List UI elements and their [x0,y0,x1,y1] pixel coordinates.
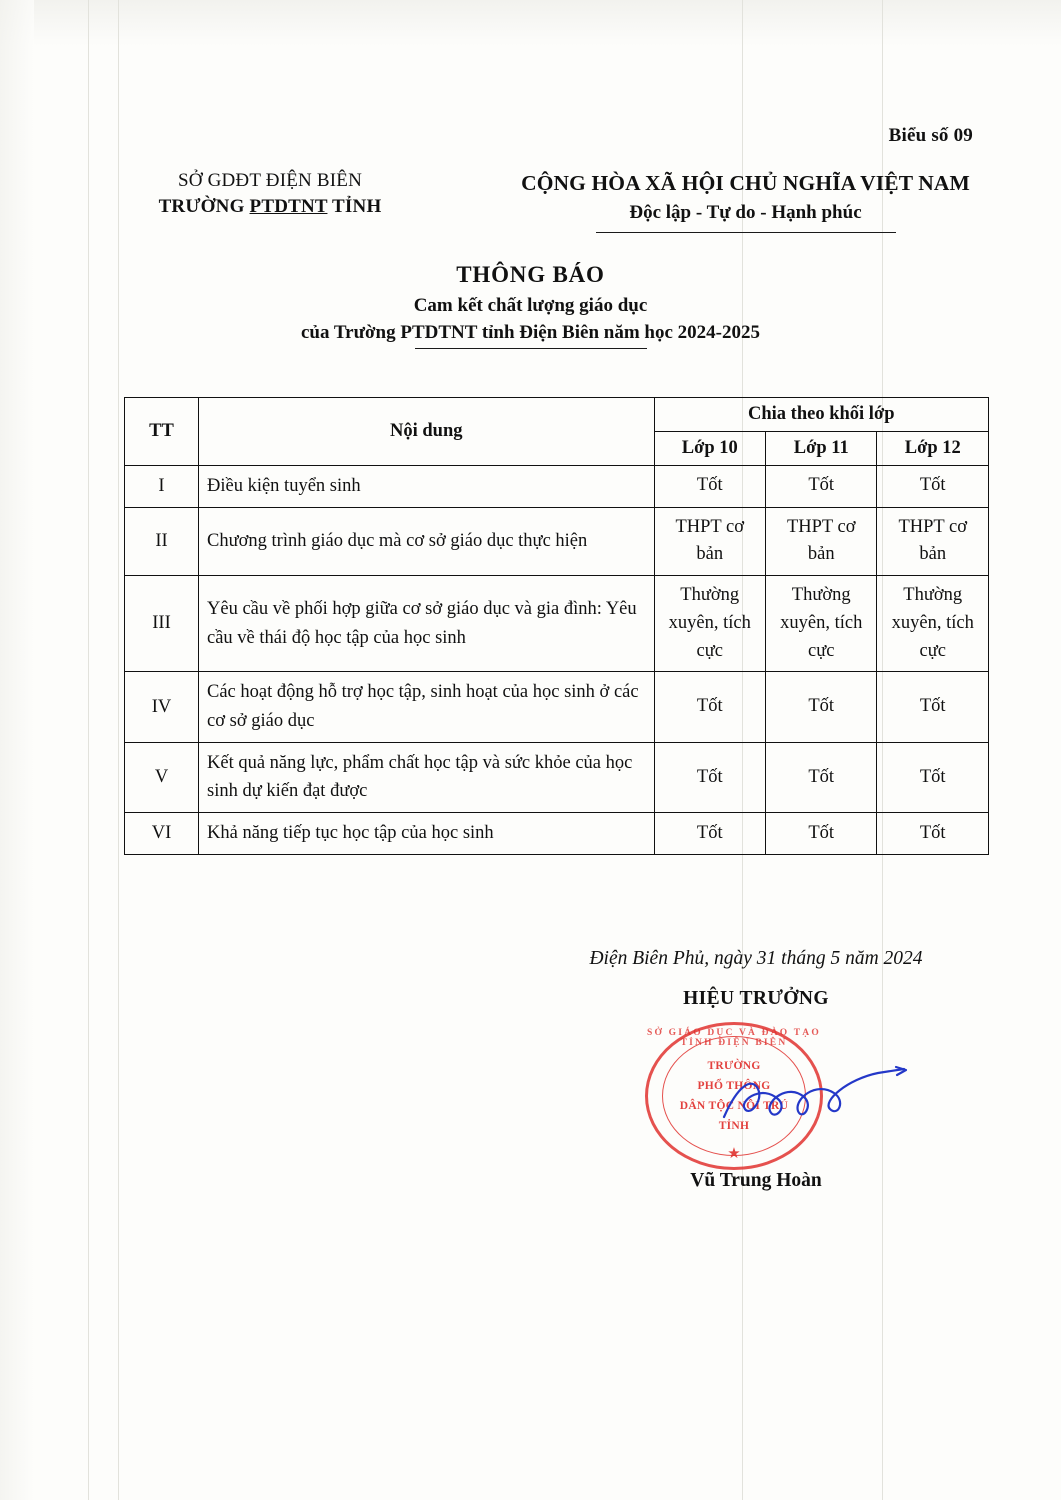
table-head [125,398,989,466]
table-row [125,576,989,672]
row-value-grade-12: Tốt [877,672,989,742]
row-value-grade-10: Tốt [654,813,765,855]
document-header [0,168,1061,233]
row-content: Các hoạt động hỗ trợ học tập, sinh hoạt của học sinh ở các cơ sở giáo dục [199,672,655,742]
row-value-grade-12: Tốt [877,742,989,812]
seal-line-3: DÂN TỘC NỘI TRÚ [679,1100,789,1112]
row-content: Yêu cầu về phối hợp giữa cơ sở giáo dục và gia đình: Yêu cầu về thái độ học tập của học sinh [199,576,655,672]
table-row [125,742,989,812]
document-title-block [0,262,1061,349]
national-motto: Độc lập - Tự do - Hạnh phúc [629,202,862,224]
form-number: Biểu số 09 [888,125,973,146]
column-header-group-grades: Chia theo khối lớp [654,398,989,432]
national-motto-underline [596,232,896,233]
issuer-school-abbrev: PTDTNT [249,195,328,217]
row-content: Điều kiện tuyển sinh [199,466,655,508]
issuer-school-suffix: TỈNH [327,195,382,217]
national-name: CỘNG HÒA XÃ HỘI CHỦ NGHĨA VIỆT NAM [521,171,970,195]
column-header-grade-11: Lớp 11 [765,432,876,466]
row-content: Chương trình giáo dục mà cơ sở giáo dục thực hiện [199,507,655,576]
column-header-grade-12: Lớp 12 [877,432,989,466]
row-index: VI [125,813,199,855]
row-value-grade-11: Tốt [765,813,876,855]
column-header-grade-10: Lớp 10 [654,432,765,466]
seal-star-icon: ★ [727,1146,741,1162]
row-index: V [125,742,199,812]
seal-arc-text: SỞ GIÁO DỤC VÀ ĐÀO TẠO TỈNH ĐIỆN BIÊN [647,1028,821,1048]
row-value-grade-10: Tốt [654,466,765,508]
signature-role: HIỆU TRƯỞNG [683,988,829,1009]
signature-block [521,948,991,1192]
row-value-grade-10: Tốt [654,742,765,812]
row-value-grade-12: Thường xuyên, tích cực [877,576,989,672]
page-title: THÔNG BÁO [456,262,605,287]
table-body [125,466,989,855]
seal-line-4: TỈNH [718,1120,750,1132]
national-motto-wrap [480,199,1011,233]
row-content: Khả năng tiếp tục học tập của học sinh [199,813,655,855]
row-value-grade-11: Tốt [765,672,876,742]
signature-date: Điện Biên Phủ, ngày 31 tháng 5 năm 2024 [589,948,923,969]
table-header-row-1 [125,398,989,432]
table-row [125,813,989,855]
seal-line-2: PHỔ THÔNG [697,1080,771,1092]
issuer-school [60,194,480,220]
row-value-grade-11: Tốt [765,466,876,508]
row-value-grade-10: Tốt [654,672,765,742]
header-issuer [60,168,480,233]
column-header-content: Nội dung [199,398,655,466]
row-value-grade-12: Tốt [877,466,989,508]
signature-name: Vũ Trung Hoàn [690,1170,822,1191]
issuer-school-prefix: TRƯỜNG [158,195,250,217]
row-content: Kết quả năng lực, phẩm chất học tập và sức khỏe của học sinh dự kiến đạt được [199,742,655,812]
column-header-tt: TT [125,398,199,466]
commitment-table [124,397,989,855]
row-value-grade-11: Thường xuyên, tích cực [765,576,876,672]
issuer-department: SỞ GDĐT ĐIỆN BIÊN [177,170,363,191]
page-subtitle-1: Cam kết chất lượng giáo dục [413,295,648,316]
scan-artifact-top [0,0,1061,46]
row-index: III [125,576,199,672]
header-national [480,168,1011,233]
row-index: IV [125,672,199,742]
table-row [125,466,989,508]
row-value-grade-12: THPT cơ bản [877,507,989,576]
row-index: II [125,507,199,576]
row-index: I [125,466,199,508]
row-value-grade-11: Tốt [765,742,876,812]
seal-line-1: TRƯỜNG [707,1060,761,1072]
title-underline [415,348,647,349]
row-value-grade-10: Thường xuyên, tích cực [654,576,765,672]
row-value-grade-11: THPT cơ bản [765,507,876,576]
page-subtitle-2: của Trường PTDTNT tỉnh Điện Biên năm học 2024-2025 [301,322,760,343]
table-row [125,672,989,742]
row-value-grade-12: Tốt [877,813,989,855]
row-value-grade-10: THPT cơ bản [654,507,765,576]
table-row [125,507,989,576]
